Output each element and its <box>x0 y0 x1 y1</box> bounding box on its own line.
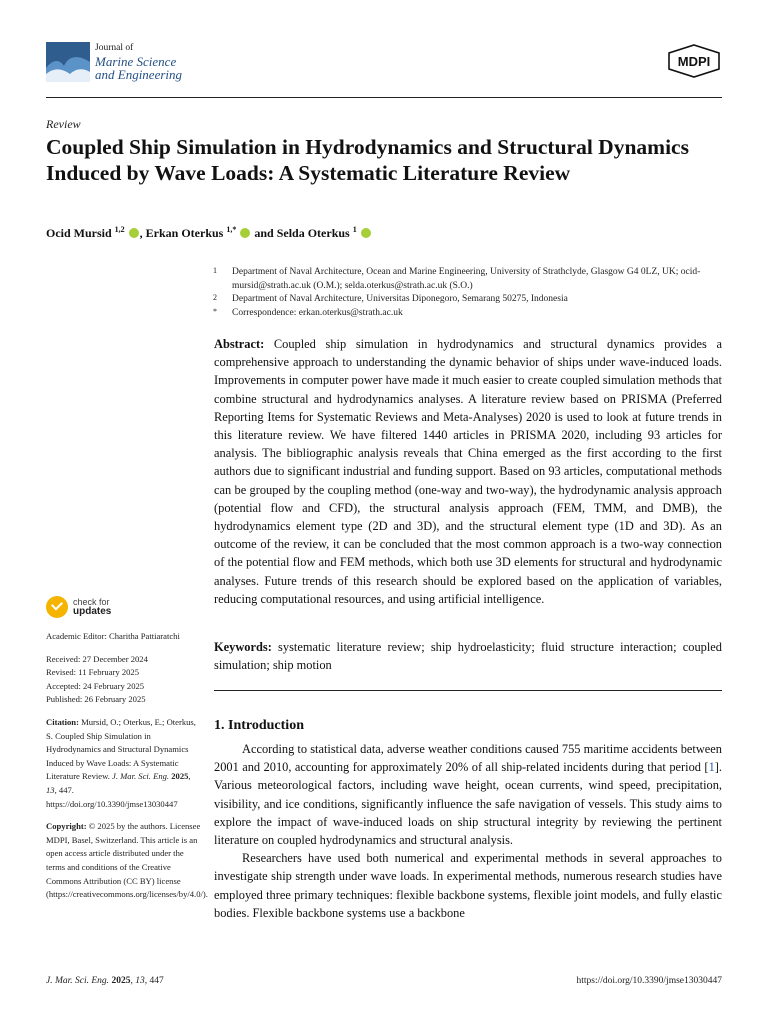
reference-link[interactable]: 1 <box>708 760 715 775</box>
journal-logo-icon <box>46 42 90 82</box>
footer-page: , 447 <box>144 976 164 986</box>
affiliation-mark: 2 <box>213 293 217 302</box>
footer-citation: J. Mar. Sci. Eng. 2025, 13, 447 <box>46 976 164 986</box>
author-separator: and <box>251 226 277 240</box>
citation-doi[interactable]: , 447. https://doi.org/10.3390/jmse13030447 <box>46 784 178 809</box>
affiliation-item <box>213 307 723 321</box>
author-list <box>46 225 372 241</box>
citation-label: Citation: <box>46 716 79 727</box>
journal-name-line3: and Engineering <box>95 67 183 82</box>
footer-year: 2025 <box>111 976 131 986</box>
copyright-label: Copyright: <box>46 821 87 832</box>
article-sidebar <box>46 596 208 911</box>
affiliation-text: Department of Naval Architecture, Ocean and Marine Engineering, University of Strathclyde, Glasgow G4 0LZ, UK; ocid-mursid@strath.ac.uk (O.M.); selda.oterkus@strath.ac.uk (S.O.) <box>232 267 701 291</box>
check-line1: check for <box>73 597 110 607</box>
citation-journal: J. Mar. Sci. Eng. <box>112 771 170 782</box>
citation: Citation: Mursid, O.; Oterkus, E.; Oterkus, S. Coupled Ship Simulation in Hydrodynamics and Structural Dynamics Induced by Wave Loads: A Systematic Literature Review. J. Mar. Sci. Eng. 2025, 13, 447. https://doi.org/10.3390/jmse13030447 <box>46 716 196 809</box>
author-name[interactable]: Selda Oterkus <box>276 226 350 240</box>
affiliation-item <box>213 266 723 293</box>
abstract <box>214 335 722 608</box>
orcid-icon[interactable] <box>129 228 139 238</box>
citation-text: Mursid, O.; Oterkus, E.; Oterkus, S. Coupled Ship Simulation in Hydrodynamics and Structural Dynamics Induced by Wave Loads: A Systematic Literature Review. <box>46 716 196 782</box>
header-divider <box>46 97 722 98</box>
keywords-label: Keywords: <box>214 640 272 654</box>
author-name[interactable]: Ocid Mursid <box>46 226 112 240</box>
footer-volume: 13 <box>135 976 145 986</box>
check-for-updates-button[interactable] <box>46 596 202 618</box>
check-line2: updates <box>73 606 112 617</box>
orcid-icon[interactable] <box>361 228 371 238</box>
author-affiliation-mark: 1 <box>352 225 357 234</box>
accepted-date: Accepted: 24 February 2025 <box>46 680 145 691</box>
journal-name <box>95 42 182 81</box>
published-date: Published: 26 February 2025 <box>46 694 146 705</box>
academic-editor: Academic Editor: Charitha Pattiaratchi <box>46 631 180 641</box>
journal-name-line2: Marine Science <box>95 54 177 69</box>
journal-name-line1: Journal of <box>95 43 134 53</box>
introduction-paragraph <box>214 740 722 849</box>
mdpi-logo-icon <box>666 44 722 78</box>
affiliation-mark: 1 <box>213 266 217 275</box>
check-for-updates-label <box>73 597 111 617</box>
introduction-heading: 1. Introduction <box>214 718 304 733</box>
author-name[interactable]: Erkan Oterkus <box>145 226 224 240</box>
article-title: Coupled Ship Simulation in Hydrodynamics and Structural Dynamics Induced by Wave Loads: A Systematic Literature Review <box>46 135 689 185</box>
keywords-text: systematic literature review; ship hydroelasticity; fluid structure interaction; coupled simulation; ship motion <box>214 640 722 673</box>
publisher-name: MDPI <box>677 54 711 69</box>
abstract-label: Abstract: <box>214 337 265 351</box>
author-affiliation-mark: 1,2 <box>114 225 125 234</box>
affiliation-item <box>213 293 723 307</box>
orcid-icon[interactable] <box>240 228 250 238</box>
affiliations <box>213 266 723 320</box>
citation-volume: 13 <box>46 784 55 795</box>
footer-doi-link[interactable]: https://doi.org/10.3390/jmse13030447 <box>576 976 722 986</box>
dates <box>46 653 202 707</box>
footer-journal: J. Mar. Sci. Eng. <box>46 976 110 986</box>
keywords <box>214 638 722 674</box>
received-date: Received: 27 December 2024 <box>46 653 148 664</box>
citation-year: 2025 <box>171 771 189 782</box>
affiliation-mark: * <box>213 306 217 316</box>
author-affiliation-mark: 1,* <box>226 225 237 234</box>
abstract-text: Coupled ship simulation in hydrodynamics and structural dynamics provides a comprehensive approach to understanding the dynamic behavior of ships under wave-induced loads. Improvements in computer power have made it much easier to create coupled simulation methods that combine structural and hydrodynamics analyses. A literature review based on PRISMA (Preferred Reporting Items for Systematic Reviews and Meta-Analyses) 2020 is used to look at future trends in this literature review. We have filtered 1440 articles in PRISMA 2020, including 93 articles for analysis. The bibliographic analysis reveals that China emerged as the first according to the first authors due to significant industrial and funding support. Based on 93 articles, computational methods can be grouped by the coupling method (one-way and two-way), the hydrodynamic analysis approach (potential flow and CFD), the structural analysis approach (FEM, TMM, and DMB), the hydrodynamics element type (2D and 3D), and the structural element type (1D and 3D). As an outcome of the review, it can be concluded that the most common approach is a two-way connection of the potential flow and FEM methods, which both use 3D elements for structural and hydrodynamic analyses. Future trends of this research should be explored based on the application of variables, reducing computational resources, and using artificial intelligence. <box>214 337 722 606</box>
introduction-paragraph: Researchers have used both numerical and experimental methods in several approaches to investigate ship strength under wave loads. In experimental methods, numerous research studies have employed three primary techniques: flexible backbone systems, flexible joint models, and fully elastic bodies. Flexible backbone systems use a backbone <box>214 851 722 920</box>
correspondence-text[interactable]: Correspondence: erkan.oterkus@strath.ac.uk <box>232 307 403 318</box>
introduction-body <box>214 740 722 922</box>
copyright <box>46 820 208 902</box>
revised-date: Revised: 11 February 2025 <box>46 667 140 678</box>
paragraph-text: ]. Various meteorological factors, including wave height, ocean currents, wind speed, precipitation, visibility, and ice conditions, significantly influence the safe navigation of vessels. This study aims to explore the impact of wave-induced loads on ship structural integrity by reviewing the pertinent literature on coupled hydrodynamics and structural analysis. <box>214 760 722 848</box>
article-type: Review <box>46 117 81 131</box>
check-icon <box>46 596 68 618</box>
author-separator: , <box>139 226 146 240</box>
affiliation-text: Department of Naval Architecture, Universitas Diponegoro, Semarang 50275, Indonesia <box>232 294 568 304</box>
journal-header <box>46 40 722 98</box>
paragraph-text: According to statistical data, adverse weather conditions caused 755 maritime accidents between 2001 and 2010, accounting for approximately 20% of all ship-related incidents during that period [ <box>214 742 722 775</box>
section-divider <box>214 690 722 691</box>
copyright-text: © 2025 by the authors. Licensee MDPI, Basel, Switzerland. This article is an open access article distributed under the terms and conditions of the Creative Commons Attribution (CC BY) license (https://creativecommons.org/licenses/by/4.0/). <box>46 821 208 900</box>
